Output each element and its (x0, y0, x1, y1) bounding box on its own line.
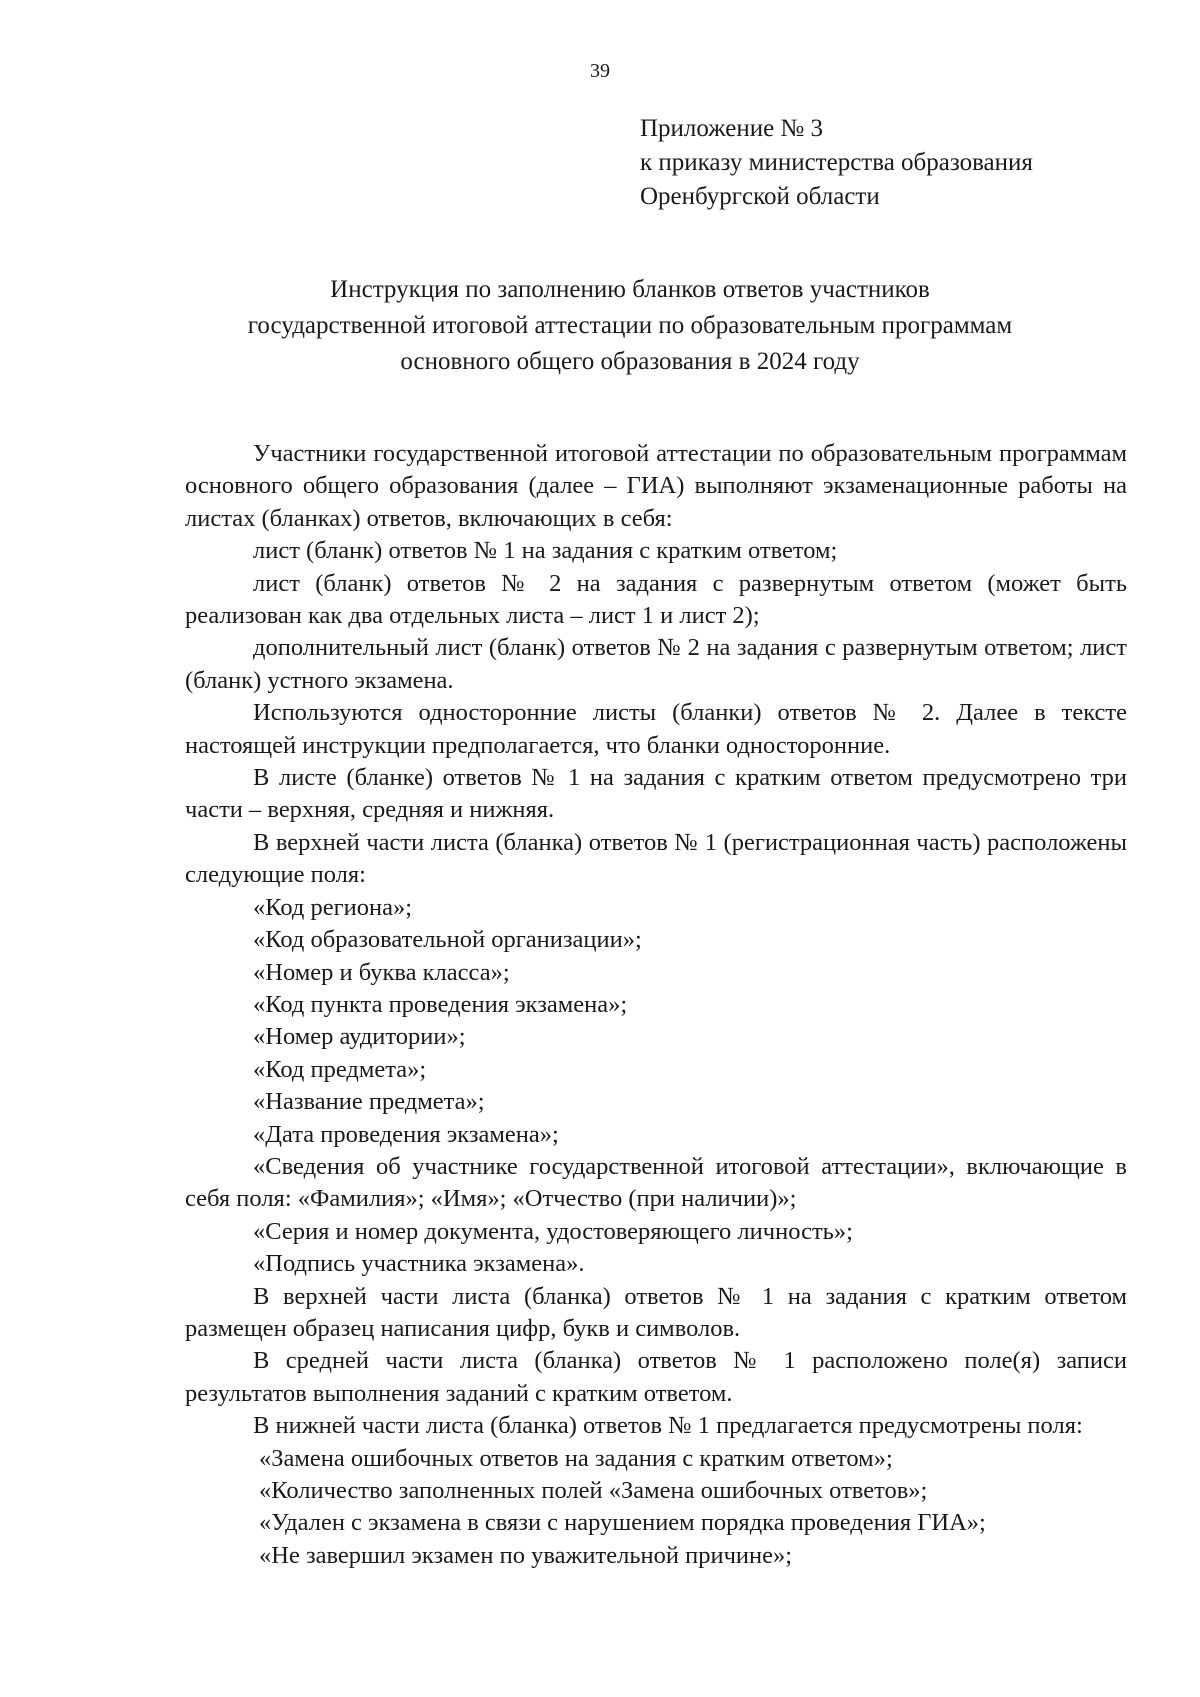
title-line-3: основного общего образования в 2024 году (400, 348, 860, 375)
appendix-line-1: Приложение № 3 (640, 115, 824, 142)
field-item: «Код региона»; (253, 893, 413, 921)
paragraph: В нижней части листа (бланка) ответов № 1 предлагается предусмотрены поля: (253, 1412, 1083, 1440)
field-item: «Количество заполненных полей «Замена ошибочных ответов»; (259, 1477, 928, 1504)
title-line-1: Инструкция по заполнению бланков ответов участников (330, 276, 930, 303)
field-item: «Серия и номер документа, удостоверяющего личность»; (253, 1217, 853, 1245)
appendix-heading (640, 112, 1033, 214)
paragraph: Участники государственной итоговой аттестации по образовательным программам основного общего образования (далее – ГИА) выполняют экзаменационные работы на листах (бланках) ответов, включающих в себя: (185, 440, 1127, 532)
list-item: лист (бланк) ответов № 2 на задания с развернутым ответом (может быть реализован как два отдельных листа – лист 1 и лист 2); (185, 569, 1127, 630)
appendix-line-3: Оренбургской области (640, 183, 880, 210)
paragraph: В листе (бланке) ответов № 1 на задания с кратким ответом предусмотрено три части – верхняя, средняя и нижняя. (185, 764, 1127, 824)
paragraph: В верхней части листа (бланка) ответов № 1 (регистрационная часть) расположены следующие поля: (185, 828, 1127, 889)
page-number: 39 (590, 60, 610, 82)
appendix-line-2: к приказу министерства образования (640, 149, 1033, 176)
field-item: «Номер и буква класса»; (253, 958, 510, 986)
paragraph: В средней части листа (бланка) ответов № 1 расположено поле(я) записи результатов выполнения заданий с кратким ответом. (185, 1347, 1127, 1407)
field-item: «Номер аудитории»; (253, 1023, 466, 1051)
list-item: дополнительный лист (бланк) ответов № 2 на задания с развернутым ответом; лист (бланк) устного экзамена. (185, 634, 1127, 694)
field-item: «Удален с экзамена в связи с нарушением порядка проведения ГИА»; (259, 1509, 986, 1537)
document-title (150, 272, 1110, 380)
field-item: «Название предмета»; (253, 1088, 485, 1116)
document-body (185, 438, 1127, 1572)
field-item: «Код образовательной организации»; (253, 926, 642, 954)
field-item: «Код предмета»; (253, 1055, 427, 1083)
field-item: «Дата проведения экзамена»; (253, 1120, 559, 1148)
paragraph: Используются односторонние листы (бланки) ответов № 2. Далее в тексте настоящей инструкции предполагается, что бланки односторонние. (185, 699, 1127, 759)
field-item: «Замена ошибочных ответов на задания с кратким ответом»; (259, 1444, 893, 1472)
field-item: «Не завершил экзамен по уважительной причине»; (259, 1541, 793, 1569)
title-line-2: государственной итоговой аттестации по образовательным программам (247, 312, 1013, 339)
field-item: «Подпись участника экзамена». (253, 1250, 585, 1278)
field-item: «Сведения об участнике государственной итоговой аттестации», включающие в себя поля: «Фамилия»; «Имя»; «Отчество (при наличии)»; (185, 1152, 1127, 1213)
list-item: лист (бланк) ответов № 1 на задания с кратким ответом; (253, 537, 838, 565)
paragraph: В верхней части листа (бланка) ответов № 1 на задания с кратким ответом размещен образец написания цифр, букв и символов. (185, 1282, 1127, 1342)
field-item: «Код пункта проведения экзамена»; (253, 990, 628, 1018)
